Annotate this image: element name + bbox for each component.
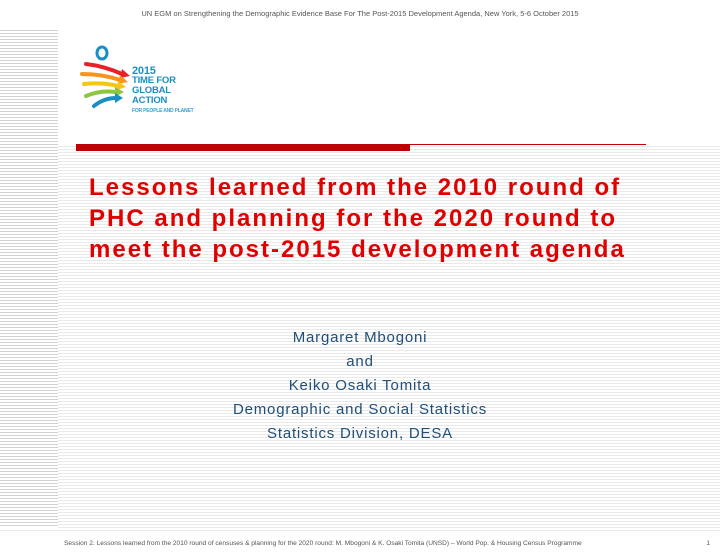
slide-header: UN EGM on Strengthening the Demographic Evidence Base For The Post-2015 Development Agenda, New York, 5-6 October 2015 [0, 0, 720, 28]
slide-title: Lessons learned from the 2010 round of PHC and planning for the 2020 round to meet the post-2015 development agenda [89, 174, 626, 263]
left-stripe-band [0, 28, 58, 528]
authors-block [160, 326, 560, 446]
author-name-1: Margaret Mbogoni [292, 329, 428, 346]
logo-line3: FOR PEOPLE AND PLANET [132, 108, 194, 114]
title-rule-thin [410, 144, 646, 145]
author-conjunction: and [346, 353, 374, 370]
logo-year: 2015 [132, 65, 156, 77]
author-affiliation-division: Statistics Division, DESA [267, 425, 453, 442]
logo-text [132, 66, 208, 116]
slide-footer [0, 531, 720, 557]
logo-line1: TIME FOR [132, 75, 176, 86]
footer-text: Session 2. Lessons learned from the 2010 round of censuses & planning for the 2020 round: M. Mbogoni & K. Osaki Tomita (UNSD) – World Pop. & Housing Census Programme [64, 540, 582, 547]
author-affiliation-branch: Demographic and Social Statistics [232, 401, 487, 418]
time-for-global-action-logo [78, 44, 208, 119]
title-rule-thick [76, 144, 410, 151]
logo-line2: GLOBAL ACTION [132, 85, 171, 106]
author-name-2: Keiko Osaki Tomita [288, 377, 432, 394]
page-number: 1 [706, 540, 710, 547]
